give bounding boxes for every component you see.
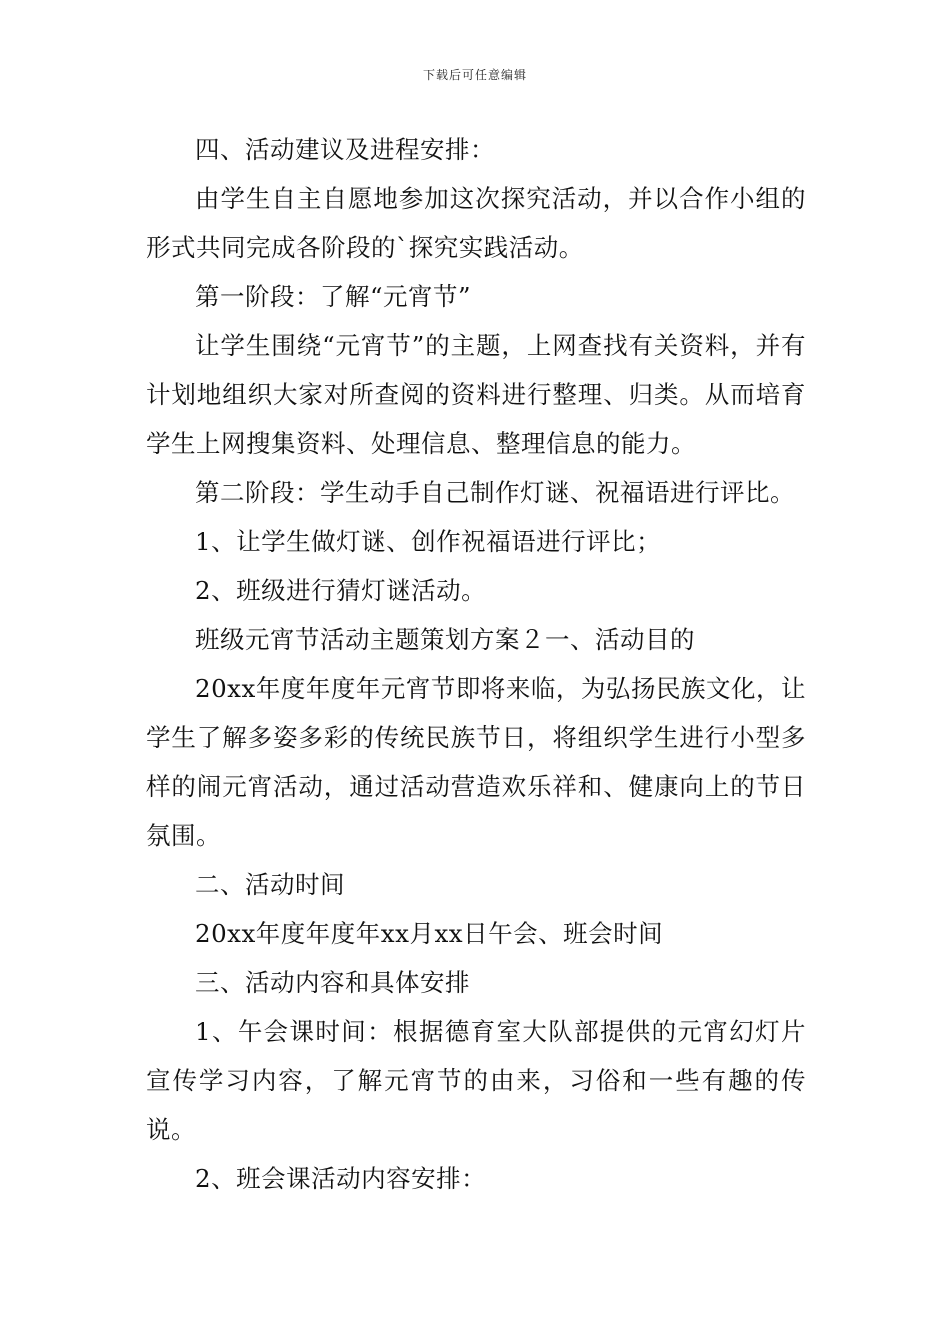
- document-body: [146, 125, 806, 1203]
- list-item: 2、班级进行猜灯谜活动。: [195, 576, 487, 605]
- list-item: 1、让学生做灯谜、创作祝福语进行评比；: [195, 527, 662, 556]
- page-header-note: 下载后可任意编辑: [422, 68, 527, 82]
- section-heading-4: 四、活动建议及进程安排：: [195, 135, 495, 164]
- paragraph: 20xx年度年度年元宵节即将来临，为弘扬民族文化，让学生了解多姿多彩的传统民族节日，将组织学生进行小型多样的闹元宵活动，通过活动营造欢乐祥和、健康向上的节日氛围。: [146, 674, 806, 850]
- section-heading-2: 二、活动时间: [195, 870, 345, 899]
- stage-heading-1: 第一阶段：了解“元宵节”: [195, 282, 472, 311]
- section-heading-3: 三、活动内容和具体安排: [195, 968, 470, 997]
- paragraph: 由学生自主自愿地参加这次探究活动，并以合作小组的形式共同完成各阶段的`探究实践活动。: [146, 184, 806, 262]
- stage-heading-2: 第二阶段：学生动手自己制作灯谜、祝福语进行评比。: [195, 478, 795, 507]
- paragraph: 20xx年度年度年xx月xx日午会、班会时间: [195, 919, 664, 948]
- plan-title: 班级元宵节活动主题策划方案２一、活动目的: [195, 625, 695, 654]
- list-item: 2、班会课活动内容安排：: [195, 1164, 487, 1193]
- paragraph: 让学生围绕“元宵节”的主题，上网查找有关资料，并有计划地组织大家对所查阅的资料进行整理、归类。从而培育学生上网搜集资料、处理信息、整理信息的能力。: [146, 331, 806, 458]
- list-item: 1、午会课时间：根据德育室大队部提供的元宵幻灯片宣传学习内容，了解元宵节的由来，习俗和一些有趣的传说。: [146, 1017, 806, 1144]
